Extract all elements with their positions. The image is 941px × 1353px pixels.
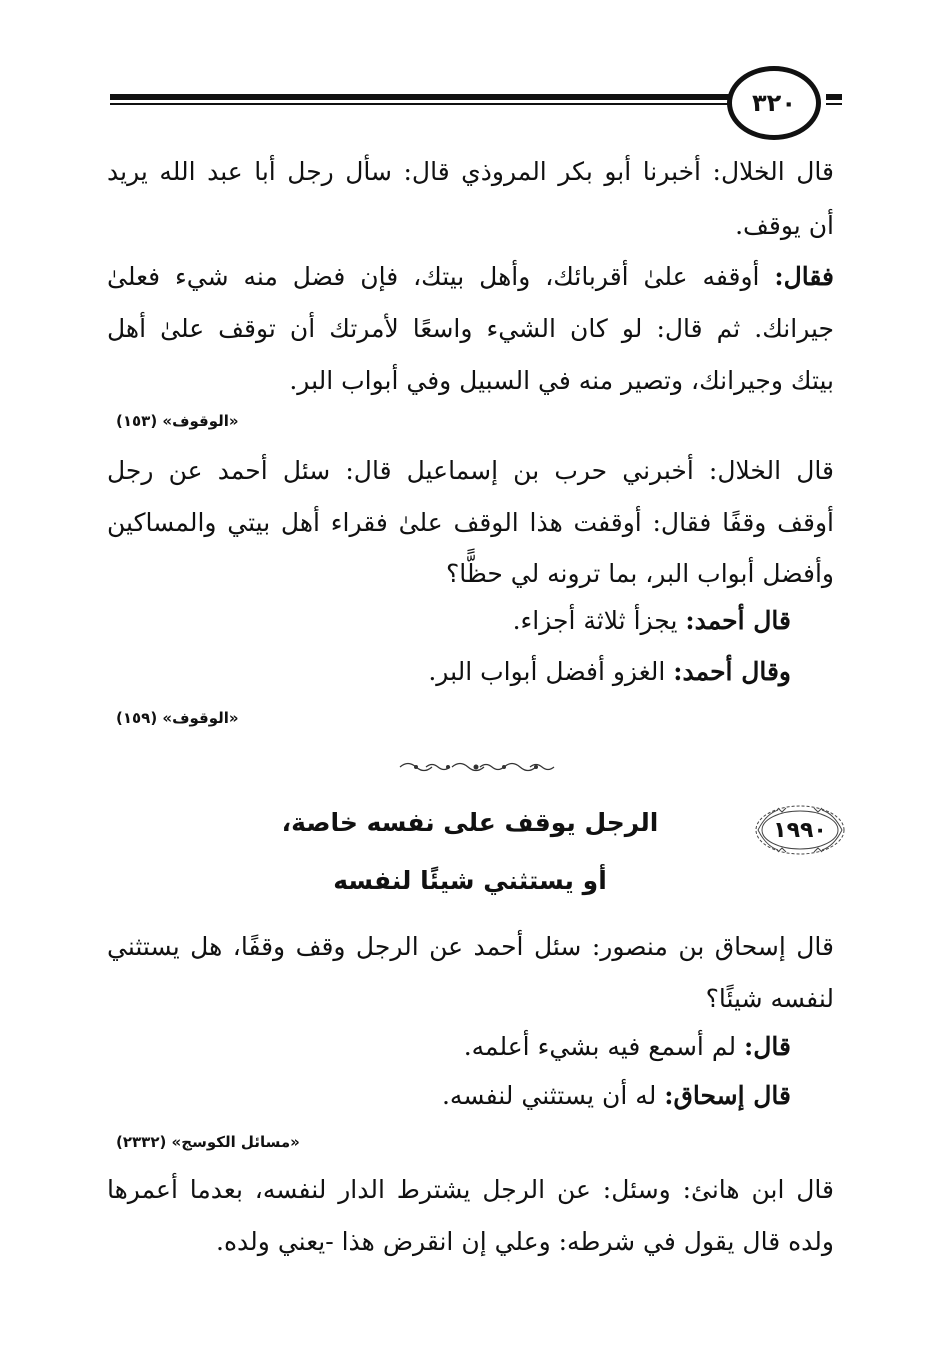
speaker-label: فقال: — [774, 262, 834, 291]
paragraph-line: قال الخلال: أخبرنا أبو بكر المروذي قال: سأل رجل أبا عبد الله يريد — [107, 157, 834, 186]
source-reference: «مسائل الكوسج» (٢٣٣٢) — [116, 1133, 300, 1151]
answer-text: الغزو أفضل أبواب البر. — [428, 657, 674, 686]
answer-line — [464, 1027, 791, 1067]
speaker-label: قال أحمد: — [685, 606, 791, 635]
paragraph-line: ولده قال يقول في شرطه: وعلي إن انقرض هذا -يعني ولده. — [216, 1227, 834, 1256]
answer-text: له أن يستثني لنفسه. — [441, 1081, 665, 1110]
paragraph-line: بيتك وجيرانك، وتصير منه في السبيل وفي أبواب البر. — [289, 366, 834, 395]
page-number: ٣٢٠ — [727, 66, 821, 140]
answer-text: لم أسمع فيه بشيء أعلمه. — [463, 1032, 745, 1061]
paragraph-line: قال الخلال: أخبرني حرب بن إسماعيل قال: سئل أحمد عن رجل — [107, 456, 834, 485]
speaker-label: قال: — [744, 1032, 791, 1061]
paragraph-line: وأفضل أبواب البر، بما ترونه لي حظًّا؟ — [445, 559, 834, 588]
answer-line — [428, 652, 791, 692]
chapter-subtitle: أو يستثني شيئًا لنفسه — [333, 866, 607, 895]
paragraph-line — [107, 257, 834, 297]
source-reference: «الوقوف» (١٥٣) — [116, 412, 239, 430]
header-rule-end — [826, 94, 842, 108]
paragraph-line: أوقف وقفًا فقال: أوقفت هذا الوقف علىٰ فقراء أهل بيتي والمساكين — [107, 508, 834, 537]
paragraph-line: لنفسه شيئًا؟ — [705, 984, 834, 1013]
issue-number: ١٩٩٠ — [773, 817, 827, 843]
ornament-divider — [396, 759, 556, 775]
chapter-title: الرجل يوقف على نفسه خاصة، — [281, 808, 659, 837]
header-rule — [110, 94, 730, 108]
paragraph-line: جيرانك. ثم قال: لو كان الشيء واسعًا لأمرتك أن توقف علىٰ أهل — [107, 314, 834, 343]
answer-line — [513, 601, 791, 641]
paragraph-line: أن يوقف. — [735, 211, 834, 240]
speaker-label: وقال أحمد: — [673, 657, 791, 686]
paragraph-line: قال إسحاق بن منصور: سئل أحمد عن الرجل وقف وقفًا، هل يستثني — [107, 932, 834, 961]
answer-text: يجزأ ثلاثة أجزاء. — [512, 606, 686, 635]
source-reference: «الوقوف» (١٥٩) — [116, 709, 239, 727]
speaker-label: قال إسحاق: — [664, 1081, 791, 1110]
paragraph-text: أوقفه علىٰ أقربائك، وأهل بيتك، فإن فضل منه شيء فعلىٰ — [107, 262, 775, 291]
answer-line — [442, 1076, 791, 1116]
paragraph-line: قال ابن هانئ: وسئل: عن الرجل يشترط الدار لنفسه، بعدما أعمرها — [107, 1175, 834, 1204]
